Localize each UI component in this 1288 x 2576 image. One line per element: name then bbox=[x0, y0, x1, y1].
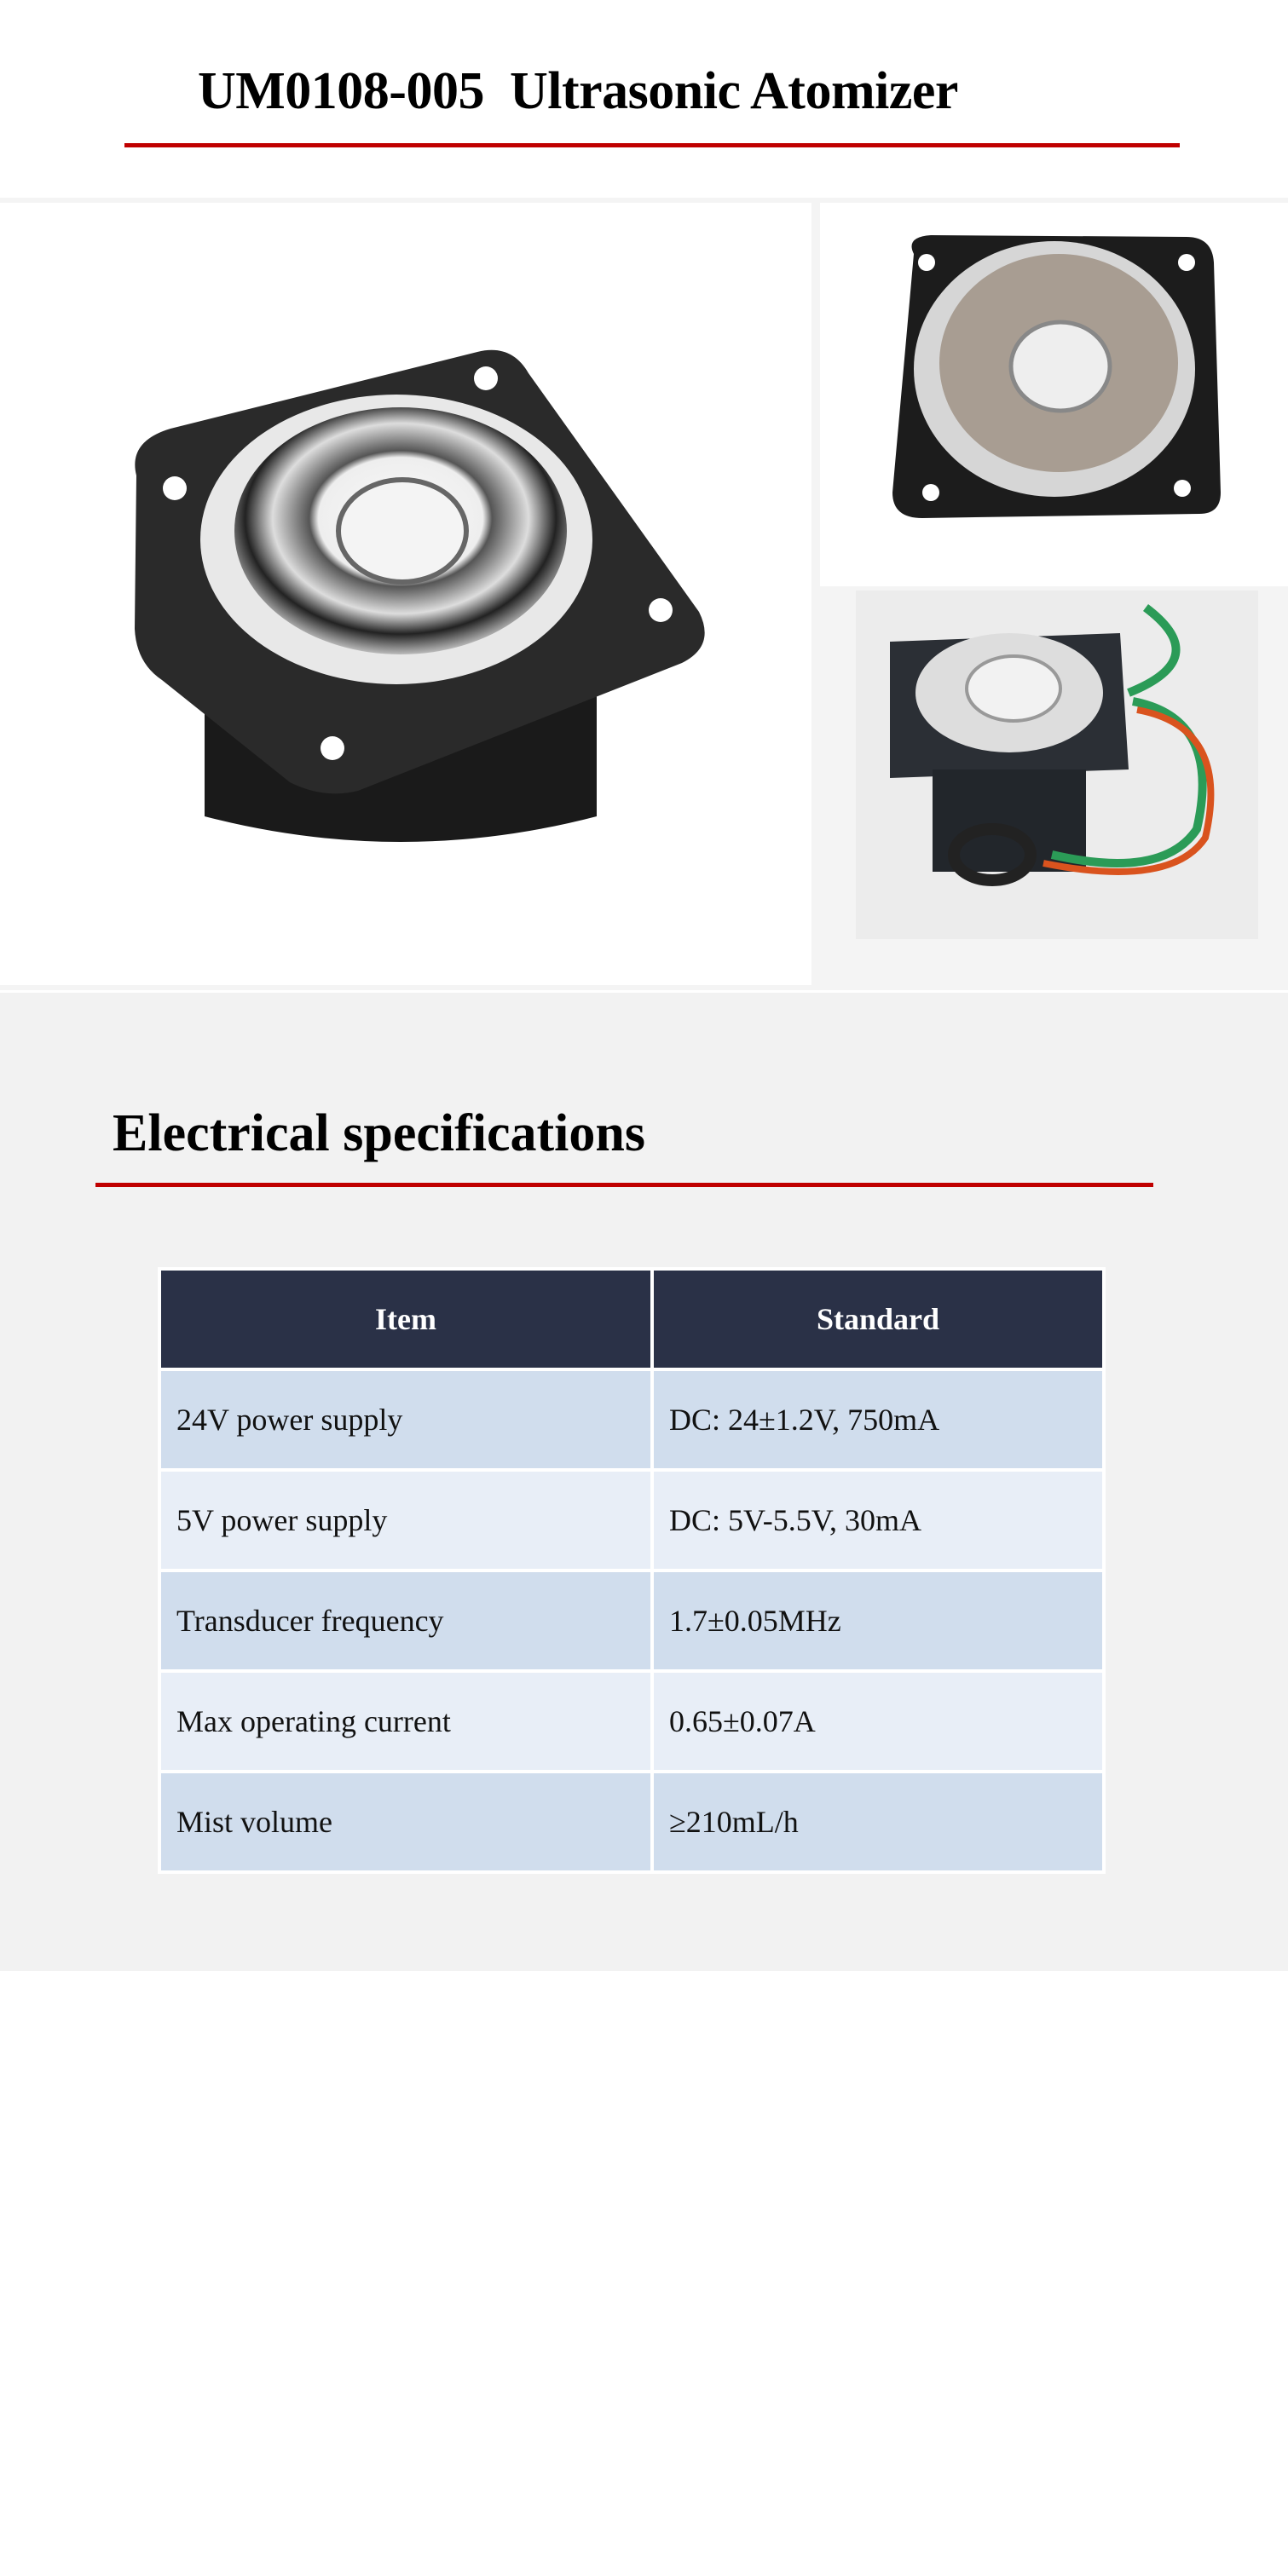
table-row bbox=[159, 1470, 1104, 1570]
top-view-image bbox=[820, 203, 1288, 586]
product-images bbox=[0, 198, 1288, 990]
column-header-item: Item bbox=[159, 1269, 652, 1369]
standard-cell: 1.7±0.05MHz bbox=[652, 1570, 1104, 1671]
standard-cell: DC: 5V-5.5V, 30mA bbox=[652, 1470, 1104, 1570]
table-row bbox=[159, 1772, 1104, 1872]
table-row bbox=[159, 1671, 1104, 1772]
table-row bbox=[159, 1369, 1104, 1470]
table-row bbox=[159, 1570, 1104, 1671]
main-product-image bbox=[0, 203, 811, 985]
specs-table bbox=[158, 1267, 1106, 1874]
specs-heading: Electrical specifications bbox=[113, 1104, 645, 1162]
standard-cell: 0.65±0.07A bbox=[652, 1671, 1104, 1772]
item-cell: Transducer frequency bbox=[159, 1570, 652, 1671]
column-header-standard: Standard bbox=[652, 1269, 1104, 1369]
wired-module-image bbox=[856, 591, 1258, 939]
item-cell: 24V power supply bbox=[159, 1369, 652, 1470]
item-cell: Max operating current bbox=[159, 1671, 652, 1772]
standard-cell: DC: 24±1.2V, 750mA bbox=[652, 1369, 1104, 1470]
page-title: UM0108-005 Ultrasonic Atomizer bbox=[198, 62, 958, 120]
item-cell: Mist volume bbox=[159, 1772, 652, 1872]
title-divider bbox=[124, 143, 1180, 147]
item-cell: 5V power supply bbox=[159, 1470, 652, 1570]
specs-divider bbox=[95, 1183, 1153, 1187]
table-header-row bbox=[159, 1269, 1104, 1369]
standard-cell: ≥210mL/h bbox=[652, 1772, 1104, 1872]
